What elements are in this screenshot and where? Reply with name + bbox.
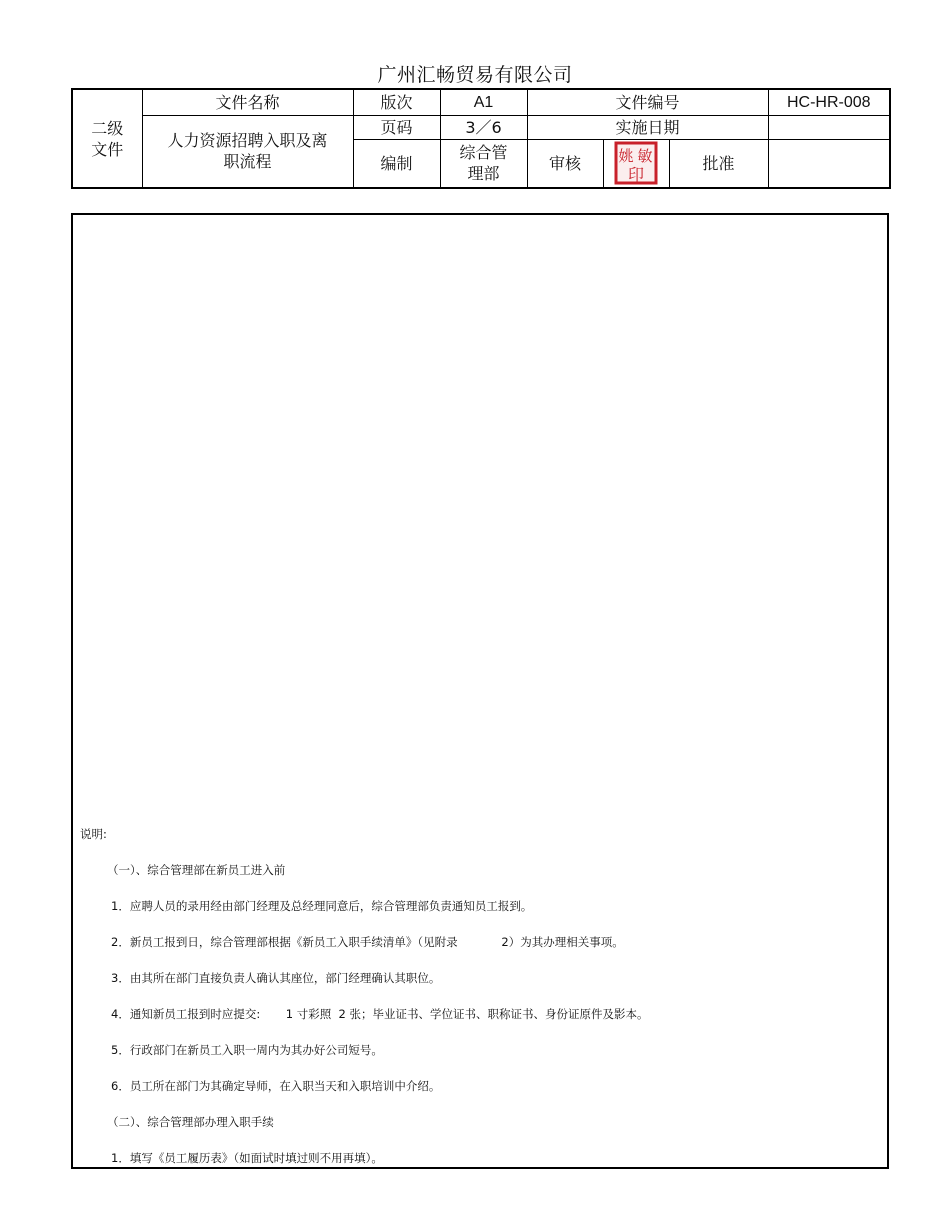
version-value: A1 — [440, 89, 527, 115]
section-1-item-4: 4．通知新员工报到时应提交: 1 寸彩照 2 张；毕业证书、学位证书、职称证书、身份证原件及影本。 — [111, 1007, 649, 1021]
review-seal-cell — [603, 139, 669, 188]
review-seal-stamp — [614, 141, 658, 185]
prepared-label: 编制 — [353, 139, 440, 188]
section-1-item-6: 6．员工所在部门为其确定导师，在入职当天和入职培训中介绍。 — [111, 1079, 441, 1093]
notes-section — [80, 823, 880, 1183]
prepared-value: 综合管 理部 — [440, 139, 527, 188]
doc-name-value: 人力资源招聘入职及离 职流程 — [142, 115, 353, 188]
section-2-item-1: 1．填写《员工履历表》（如面试时填过则不用再填）。 — [111, 1151, 383, 1165]
section-1-item-5: 5．行政部门在新员工入职一周内为其办好公司短号。 — [111, 1043, 383, 1057]
content-box — [71, 213, 889, 1169]
svg-text:姚: 姚 — [618, 147, 634, 166]
notes-heading: 说明: — [80, 827, 107, 841]
page-label: 页码 — [353, 115, 440, 139]
section-1-item-2: 2．新员工报到日，综合管理部根据《新员工入职手续清单》（见附录 2）为其办理相关事项。 — [111, 935, 624, 949]
doc-number-value: HC-HR-008 — [768, 89, 890, 115]
doc-name-label: 文件名称 — [142, 89, 353, 115]
effective-date-label: 实施日期 — [527, 115, 768, 139]
document-header-table — [71, 88, 891, 189]
section-1-title: （一）、综合管理部在新员工进入前 — [107, 863, 286, 877]
effective-date-value — [768, 115, 890, 139]
svg-text:印: 印 — [627, 165, 645, 185]
section-2-title: （二）、综合管理部办理入职手续 — [107, 1115, 274, 1129]
doc-number-label: 文件编号 — [527, 89, 768, 115]
section-1-item-3: 3．由其所在部门直接负责人确认其座位，部门经理确认其职位。 — [111, 971, 441, 985]
section-1-item-1: 1．应聘人员的录用经由部门经理及总经理同意后，综合管理部负责通知员工报到。 — [111, 899, 533, 913]
page-value: 3／6 — [440, 115, 527, 139]
approve-value — [768, 139, 890, 188]
company-title: 广州汇畅贸易有限公司 — [377, 64, 573, 86]
version-label: 版次 — [353, 89, 440, 115]
approve-label: 批准 — [669, 139, 768, 188]
document-level: 二级 文件 — [72, 89, 142, 188]
svg-text:敏: 敏 — [637, 147, 653, 166]
review-label: 审核 — [527, 139, 603, 188]
